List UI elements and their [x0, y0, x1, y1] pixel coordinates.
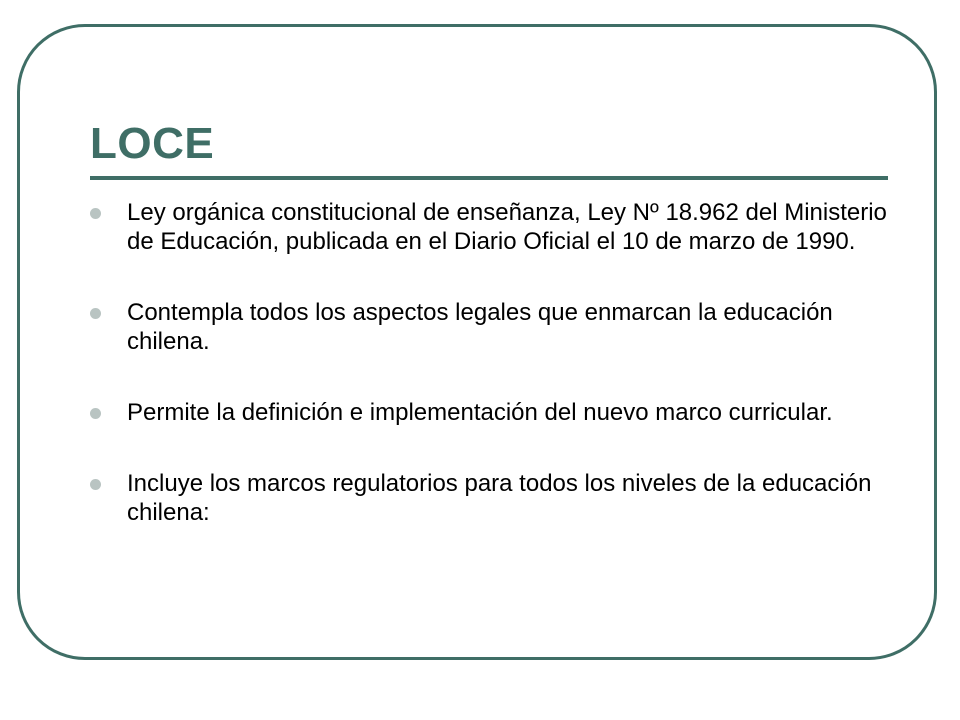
bullet-text: Permite la definición e implementación del nuevo marco curricular.	[127, 399, 833, 426]
title-underline	[90, 176, 888, 180]
round-bullet-icon	[90, 479, 101, 490]
bullet-item	[90, 398, 890, 427]
bullet-list	[90, 198, 890, 527]
bullet-text: Incluye los marcos regulatorios para todos los niveles de la educación chilena:	[127, 470, 872, 526]
round-bullet-icon	[90, 208, 101, 219]
bullet-item	[90, 298, 890, 356]
slide-title: LOCE	[90, 119, 215, 168]
bullet-text: Contempla todos los aspectos legales que enmarcan la educación chilena.	[127, 299, 833, 355]
bullet-item	[90, 469, 890, 527]
bullet-text: Ley orgánica constitucional de enseñanza, Ley Nº 18.962 del Ministerio de Educación, publicada en el Diario Oficial el 10 de marzo de 1990.	[127, 199, 887, 255]
round-bullet-icon	[90, 408, 101, 419]
bullet-item	[90, 198, 890, 256]
round-bullet-icon	[90, 308, 101, 319]
